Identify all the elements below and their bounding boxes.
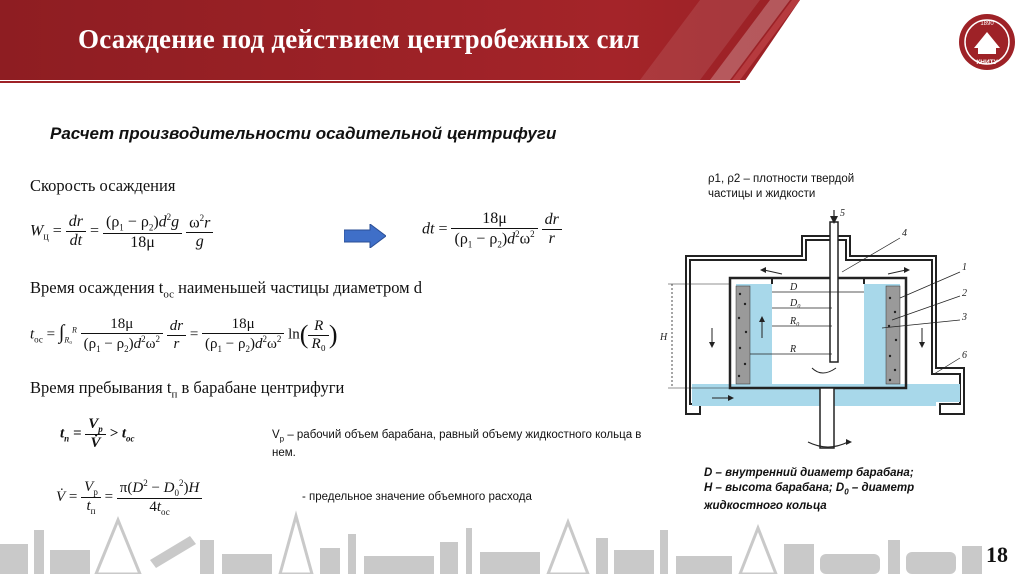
logo-text: КНИТУ bbox=[976, 59, 998, 66]
label-6: 6 bbox=[962, 350, 967, 361]
label-1: 1 bbox=[962, 262, 967, 273]
subtitle: Расчет производительности осадительной центрифуги bbox=[50, 124, 557, 143]
settling-time-label: Время осаждения $t_{ос}$ наименьшей частицы диаметром d bbox=[30, 278, 422, 301]
formula-dt: dt = $\frac{18\mu}{(\rho_1 - \rho_2)d^2\omega^2}$ $\frac{dr}{r}$ bbox=[422, 210, 562, 250]
label-4: 4 bbox=[902, 228, 907, 239]
density-note: ρ1, ρ2 – плотности твердой частицы и жидкости bbox=[708, 173, 855, 200]
centrifuge-diagram bbox=[660, 208, 980, 464]
label-2: 2 bbox=[962, 288, 967, 299]
label-D: D bbox=[790, 282, 798, 293]
label-R: R bbox=[790, 344, 797, 355]
formula-velocity: $W_ц$ = $\frac{dr}{dt}$ = $\frac{(\rho_1 - \rho_2)d^2g}{18\mu}$ $\frac{\omega^2r}{g}$ bbox=[30, 212, 213, 252]
label-5: 5 bbox=[840, 208, 845, 219]
label-D0: D₀ bbox=[790, 298, 801, 309]
page-title: Осаждение под действием центробежных сил bbox=[78, 24, 640, 54]
label-3: 3 bbox=[962, 312, 967, 323]
university-logo-icon bbox=[956, 8, 1018, 80]
formula-flow: V̇ = $\frac{V_р}{t_п}$ = $\frac{\pi(D^2 - D_0^2)H}{4t_{ос}}$ bbox=[56, 478, 202, 517]
vp-note: $V_р$ – рабочий объем барабана, равный объему жидкостного кольца в нем. bbox=[272, 429, 642, 460]
label-R0: R₀ bbox=[790, 316, 800, 327]
label-H: H bbox=[660, 332, 668, 343]
industrial-skyline-decor bbox=[0, 500, 1024, 574]
formula-residence: $t_п$ = $\frac{V_p}{V̇}$ > $t_{ос}$ bbox=[60, 416, 135, 451]
arrow-right-icon bbox=[344, 224, 386, 248]
limit-flow-note: - предельное значение объемного расхода bbox=[302, 491, 532, 503]
page-number: 18 bbox=[986, 542, 1008, 567]
header bbox=[0, 0, 1024, 88]
logo-year: 1890 bbox=[980, 21, 994, 27]
dimensions-note: D – внутренний диаметр барабана; H – высота барабана; $D_0$ – диаметр жидкостного кольца bbox=[704, 467, 915, 513]
formula-settling-time: $t_{ос} = \int_{R_0}^R$ $\frac{18\mu}{(\rho_1 - \rho_2)d^2\omega^2}$ $\frac{dr}{r}$ = $\frac{18\mu}{(\rho_1 - \rho_2)d^2\omega^2}$ ln( $\frac{R}{\text{R₀}}$ ) bbox=[30, 316, 338, 354]
residence-time-label: Время пребывания $t_п$ в барабане центрифуги bbox=[30, 378, 345, 401]
speed-label: Скорость осаждения bbox=[30, 176, 176, 195]
